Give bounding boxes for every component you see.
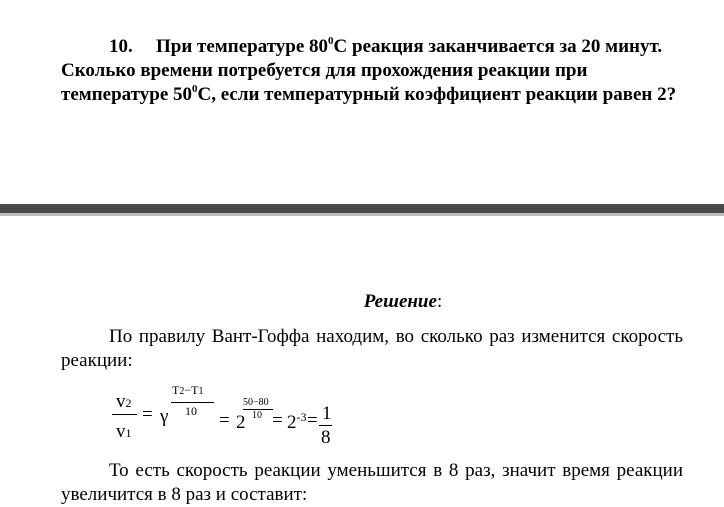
formula-fraction-bar-1 <box>112 414 137 415</box>
formula-exp-bar <box>171 402 214 403</box>
degree-mark-2: 0 <box>192 83 198 95</box>
formula-exp-t2: T <box>172 383 180 397</box>
formula-frac-numerator: 1 <box>322 403 332 424</box>
solution-heading-colon: : <box>436 291 443 312</box>
formula-v2-sub: 2 <box>125 396 132 410</box>
problem-text-3a: температуре 50 <box>61 84 192 105</box>
formula-exp-t2-sub: 2 <box>179 386 185 397</box>
problem-number: 10. <box>109 36 133 57</box>
formula-frac-denominator: 8 <box>321 427 331 448</box>
formula-equals-3: = <box>272 410 283 431</box>
formula-gamma: γ <box>160 406 169 427</box>
formula-equals-1: = <box>142 404 153 425</box>
problem-line-1 <box>61 35 701 59</box>
problem-text-1a: При температуре 80 <box>156 36 329 57</box>
formula-exp-numerator <box>172 384 203 397</box>
formula-exp-t1-sub: 1 <box>198 386 204 397</box>
formula-power-exponent: -3 <box>296 410 307 424</box>
problem-text-3b: С, если температурный коэффициент реакции равен 2? <box>197 84 677 105</box>
problem-text-1b: С реакция заканчивается за 20 минут. <box>333 36 663 57</box>
formula-equals-4: = <box>307 410 318 431</box>
formula-exp2-numerator: 50−80 <box>243 397 269 408</box>
formula-exp-t1: T <box>191 383 199 397</box>
problem-line-3 <box>61 83 701 107</box>
formula-v1-sub: 1 <box>125 426 132 440</box>
formula-power-base: 2 <box>287 412 297 433</box>
solution-heading-word: Решение <box>363 291 437 312</box>
formula-exp-denominator: 10 <box>185 404 197 418</box>
vant-hoff-formula <box>0 380 724 450</box>
formula-v2 <box>116 392 132 411</box>
solution-paragraph-1: По правилу Вант-Гоффа находим, во сколько раз изменится скорость реакции: <box>61 326 683 371</box>
formula-v1 <box>116 422 132 441</box>
formula-v1-letter: v <box>116 421 126 442</box>
problem-line-2: Сколько времени потребуется для прохождения реакции при <box>61 60 588 81</box>
formula-exp-minus: − <box>184 383 192 397</box>
problem-statement <box>61 35 701 107</box>
formula-base-2: 2 <box>236 412 246 433</box>
formula-equals-2: = <box>219 410 230 431</box>
page-divider <box>0 204 724 213</box>
formula-fraction-bar-2 <box>319 425 332 426</box>
formula-v2-letter: v <box>116 391 126 412</box>
solution-heading <box>0 291 724 313</box>
solution-paragraph-2: То есть скорость реакции уменьшится в 8 раз, значит время реакции увеличится в 8 раз и составит: <box>61 460 683 505</box>
formula-exp2-denominator: 10 <box>252 410 262 421</box>
formula-power <box>287 410 307 433</box>
page-divider-shadow <box>0 213 724 216</box>
degree-mark-1: 0 <box>328 35 334 47</box>
